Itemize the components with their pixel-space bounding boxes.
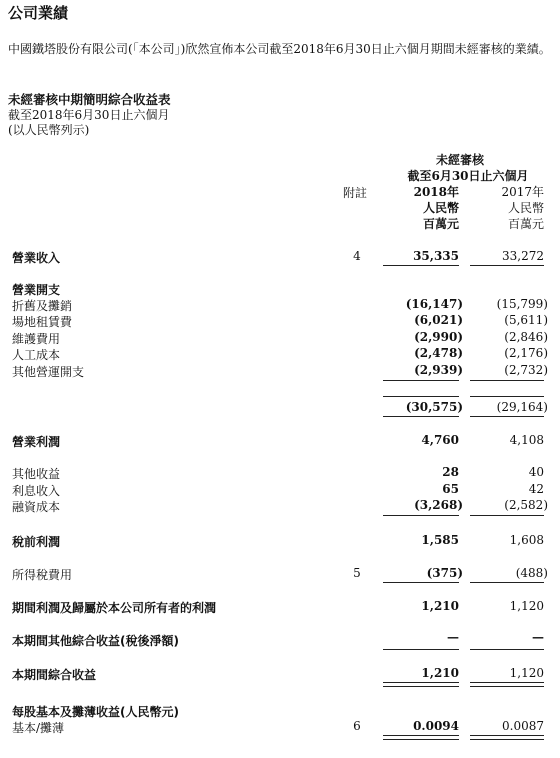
row-label-tci: 本期間綜合收益 xyxy=(12,668,97,682)
row-label-finance-costs: 融資成本 xyxy=(12,500,61,514)
value-2017-other-gains: 40 xyxy=(528,465,544,479)
value-2018-profit: 1,210 xyxy=(421,599,459,613)
value-2018-operating-profit: 4,760 xyxy=(421,433,459,447)
row-label-eps: 基本/攤薄 xyxy=(12,721,65,735)
header-2018-unit: 百萬元 xyxy=(422,217,459,231)
intro-paragraph: 中國鐵塔股份有限公司(「本公司」)欣然宣佈本公司截至2018年6月30日止六個月期間未經審核的業績。 xyxy=(8,42,551,56)
value-2017-staff: (2,176) xyxy=(504,346,548,360)
underline-oci-2017 xyxy=(470,649,544,650)
value-2018-depreciation: (16,147) xyxy=(405,297,463,311)
value-2018-repairs: (2,990) xyxy=(414,330,463,344)
value-2018-other-gains: 28 xyxy=(442,465,459,479)
row-label-operating-profit: 營業利潤 xyxy=(12,435,61,449)
row-label-site-rental: 場地租賃費 xyxy=(12,315,73,329)
value-2017-operating-profit: 4,108 xyxy=(509,433,544,447)
row-label-opex-heading: 營業開支 xyxy=(12,283,61,297)
row-label-staff: 人工成本 xyxy=(12,348,61,362)
header-2017-currency: 人民幣 xyxy=(507,201,544,215)
value-2017-depreciation: (15,799) xyxy=(496,297,548,311)
row-label-revenue: 營業收入 xyxy=(12,251,61,265)
header-2018-currency: 人民幣 xyxy=(422,201,459,215)
value-2018-staff: (2,478) xyxy=(414,346,463,360)
row-label-profit: 期間利潤及歸屬於本公司所有者的利潤 xyxy=(12,601,217,615)
value-2017-pbt: 1,608 xyxy=(509,533,544,547)
underline-opex-total-2017 xyxy=(470,416,544,417)
value-2017-oci: — xyxy=(532,630,544,644)
header-period: 截至6月30日止六個月 xyxy=(407,169,529,183)
value-2018-site-rental: (6,021) xyxy=(414,313,463,327)
row-label-repairs: 維護費用 xyxy=(12,332,61,346)
header-2017-year: 2017年 xyxy=(501,185,544,199)
statement-period: 截至2018年6月30日止六個月 xyxy=(8,108,170,122)
value-2017-other-opex: (2,732) xyxy=(504,363,548,377)
value-2017-eps: 0.0087 xyxy=(502,719,544,733)
double-underline-tci-2018 xyxy=(383,682,459,687)
overline-opex-total-2018 xyxy=(383,396,459,397)
overline-opex-total-2017 xyxy=(470,396,544,397)
value-2018-eps: 0.0094 xyxy=(413,719,459,733)
row-note-revenue: 4 xyxy=(353,249,361,263)
section-title: 公司業績 xyxy=(8,4,69,22)
statement-currency: (以人民幣列示) xyxy=(8,123,90,137)
double-underline-tci-2017 xyxy=(470,682,544,687)
header-2018-year: 2018年 xyxy=(413,185,459,199)
value-2017-repairs: (2,846) xyxy=(504,330,548,344)
double-underline-eps-2017 xyxy=(470,735,544,740)
value-2018-interest-income: 65 xyxy=(442,482,459,496)
value-2017-tax: (488) xyxy=(515,566,548,580)
value-2017-revenue: 33,272 xyxy=(502,249,544,263)
value-2017-finance-costs: (2,582) xyxy=(504,498,548,512)
underline-revenue-2017 xyxy=(470,265,544,266)
header-unaudited: 未經審核 xyxy=(435,153,484,167)
underline-opex-total-2018 xyxy=(383,416,459,417)
row-note-tax: 5 xyxy=(353,566,361,580)
underline-tax-2017 xyxy=(470,582,544,583)
value-2018-other-opex: (2,939) xyxy=(414,363,463,377)
value-2017-interest-income: 42 xyxy=(528,482,544,496)
statement-title: 未經審核中期簡明綜合收益表 xyxy=(8,92,171,107)
underline-opex-2018 xyxy=(383,380,459,381)
header-2017-unit: 百萬元 xyxy=(507,217,544,231)
value-2018-finance-costs: (3,268) xyxy=(414,498,463,512)
underline-tax-2018 xyxy=(383,582,459,583)
row-label-eps-heading: 每股基本及攤薄收益(人民幣元) xyxy=(12,705,179,719)
row-label-pbt: 稅前利潤 xyxy=(12,535,61,549)
value-2018-revenue: 35,335 xyxy=(413,249,459,263)
value-2018-opex-total: (30,575) xyxy=(405,400,463,414)
header-note: 附註 xyxy=(343,186,368,200)
row-label-other-opex: 其他營運開支 xyxy=(12,365,85,379)
value-2018-tci: 1,210 xyxy=(421,666,459,680)
underline-opex-2017 xyxy=(470,380,544,381)
value-2017-site-rental: (5,611) xyxy=(504,313,548,327)
underline-finance-costs-2018 xyxy=(383,515,459,516)
row-label-other-gains: 其他收益 xyxy=(12,467,61,481)
row-note-eps: 6 xyxy=(353,719,361,733)
row-label-interest-income: 利息收入 xyxy=(12,484,61,498)
value-2017-profit: 1,120 xyxy=(509,599,544,613)
value-2018-pbt: 1,585 xyxy=(421,533,459,547)
double-underline-eps-2018 xyxy=(383,735,459,740)
value-2017-tci: 1,120 xyxy=(509,666,544,680)
underline-oci-2018 xyxy=(383,649,459,650)
value-2018-tax: (375) xyxy=(426,566,463,580)
value-2017-opex-total: (29,164) xyxy=(496,400,548,414)
row-label-tax: 所得稅費用 xyxy=(12,568,73,582)
row-label-oci: 本期間其他綜合收益(稅後淨額) xyxy=(12,634,179,648)
value-2018-oci: — xyxy=(447,630,459,644)
underline-finance-costs-2017 xyxy=(470,515,544,516)
underline-revenue-2018 xyxy=(383,265,459,266)
row-label-depreciation: 折舊及攤銷 xyxy=(12,299,73,313)
